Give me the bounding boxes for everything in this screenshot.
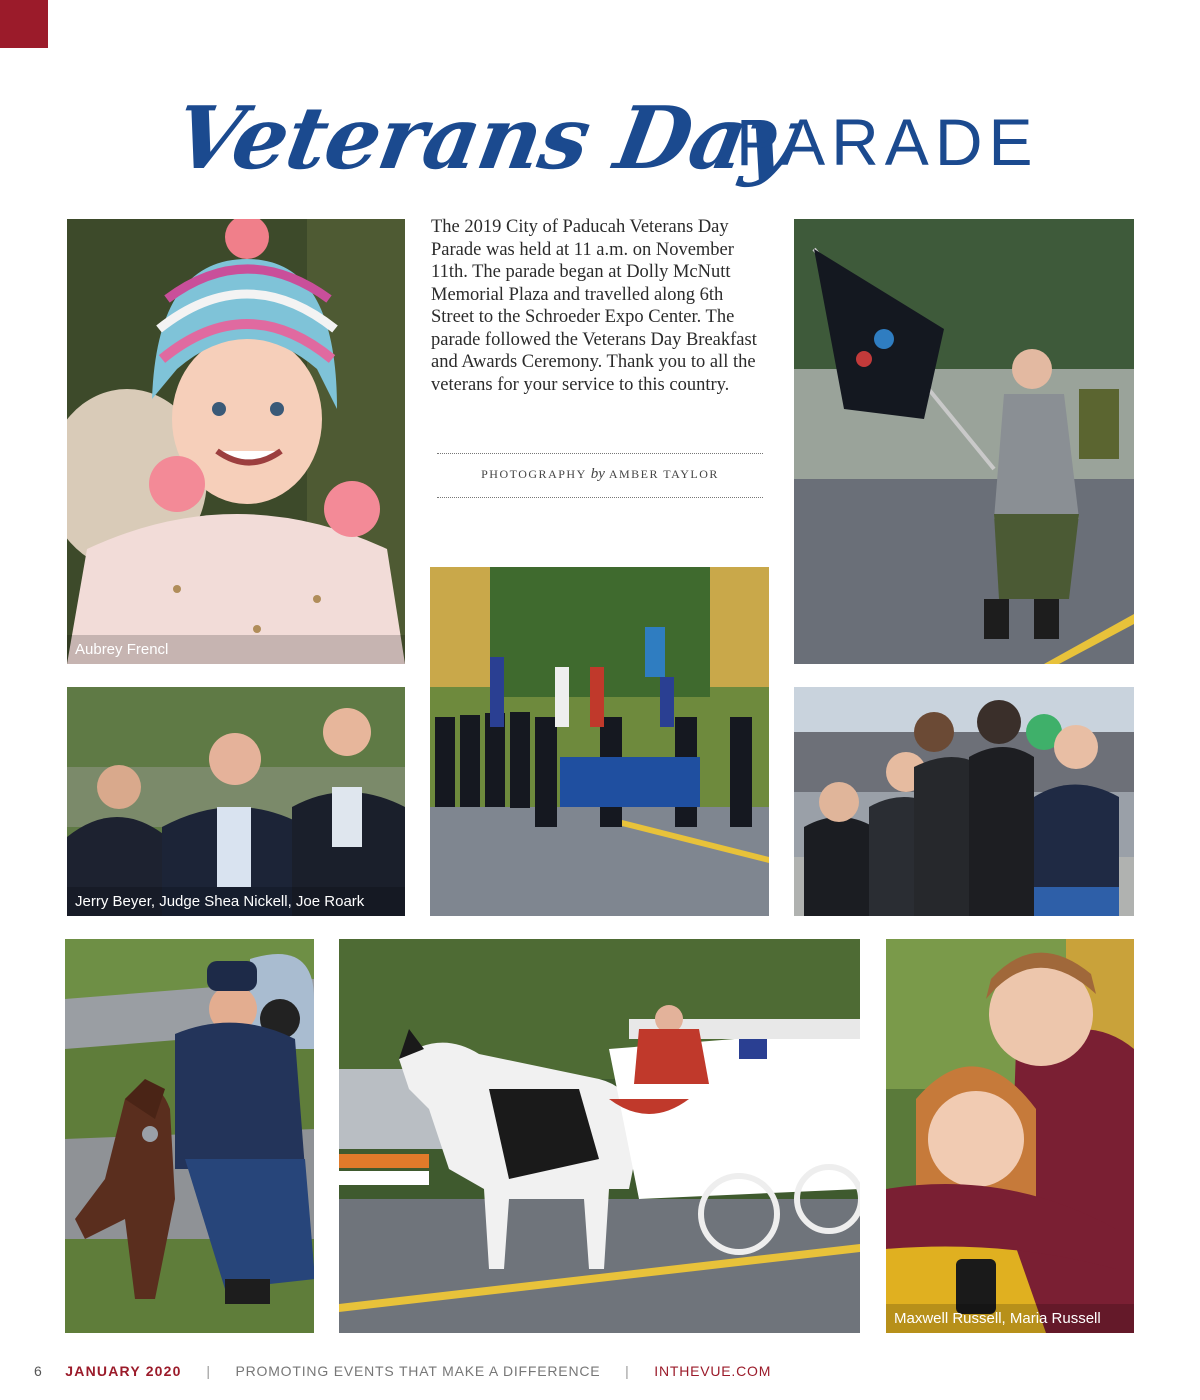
photo-man-with-dog bbox=[65, 939, 314, 1333]
credit-divider-top bbox=[437, 453, 763, 454]
photo-caption: Maxwell Russell, Maria Russell bbox=[886, 1304, 1134, 1333]
footer-tagline: PROMOTING EVENTS THAT MAKE A DIFFERENCE bbox=[235, 1363, 601, 1379]
page-title bbox=[0, 78, 1200, 198]
photo-credit bbox=[437, 466, 763, 483]
credit-name: AMBER TAYLOR bbox=[608, 467, 719, 481]
photo-couple bbox=[886, 939, 1134, 1333]
photo-color-guard bbox=[430, 567, 769, 916]
footer-separator: | bbox=[206, 1363, 211, 1379]
title-caps: PARADE bbox=[736, 105, 1039, 179]
photo-veteran-flag bbox=[794, 219, 1134, 664]
credit-prefix: PHOTOGRAPHY bbox=[481, 467, 587, 481]
issue-date: JANUARY 2020 bbox=[65, 1363, 182, 1379]
footer-website: INTHEVUE.COM bbox=[654, 1363, 772, 1379]
corner-accent bbox=[0, 0, 48, 48]
photo-caption: Jerry Beyer, Judge Shea Nickell, Joe Roark bbox=[67, 887, 405, 916]
intro-paragraph: The 2019 City of Paducah Veterans Day Parade was held at 11 a.m. on November 11th. The parade began at Dolly McNutt Memorial Plaza and travelled along 6th Street to the Schroeder Expo Center. The parade followed the Veterans Day Breakfast and Awards Ceremony. Thank you to all the veterans for your service to this country. bbox=[431, 217, 757, 395]
page-number: 6 bbox=[34, 1363, 43, 1379]
title-script: Veterans Day bbox=[167, 88, 804, 189]
credit-divider-bottom bbox=[437, 497, 763, 498]
photo-horse-carriage bbox=[339, 939, 860, 1333]
footer-separator: | bbox=[625, 1363, 630, 1379]
page-footer bbox=[34, 1363, 771, 1379]
credit-by: by bbox=[590, 466, 605, 482]
photo-officials bbox=[67, 687, 405, 916]
photo-caption: Aubrey Frencl bbox=[67, 635, 405, 664]
photo-girl bbox=[67, 219, 405, 664]
photo-family bbox=[794, 687, 1134, 916]
